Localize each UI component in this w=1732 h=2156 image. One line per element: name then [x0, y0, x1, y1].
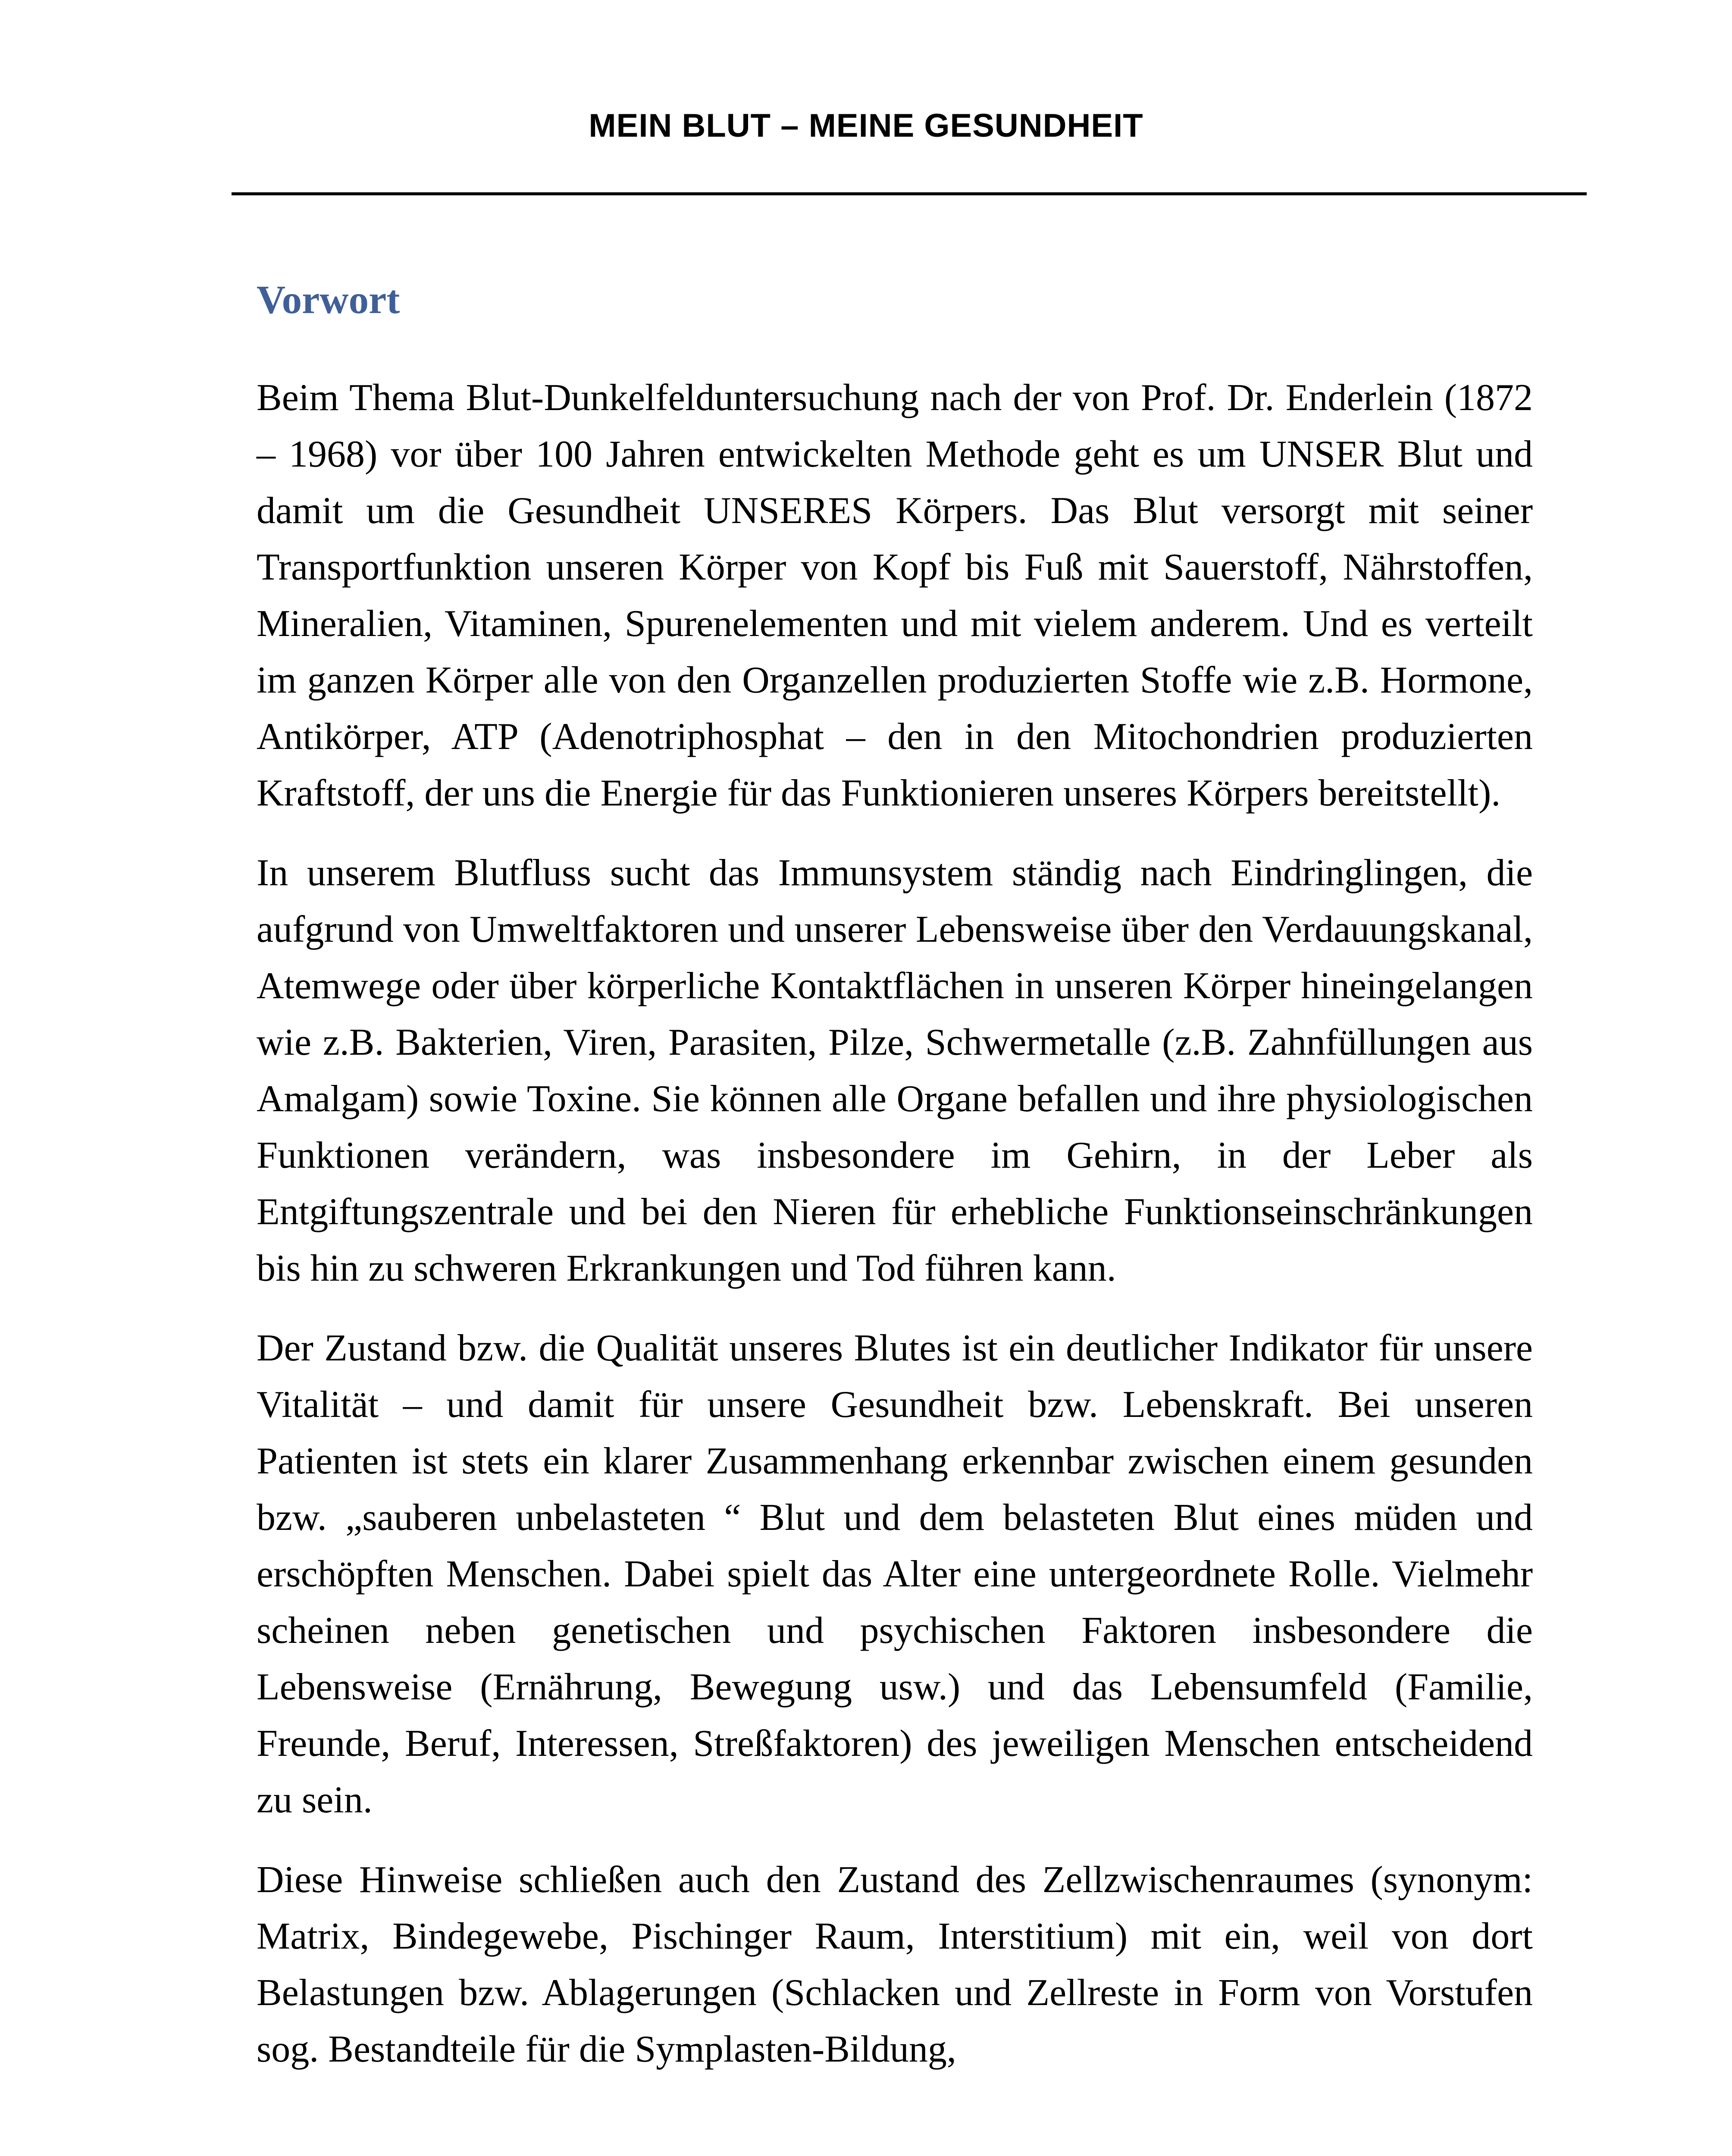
paragraph-2: In unserem Blutfluss sucht das Immunsystem ständig nach Eindringlingen, die aufgrund von Umweltfaktoren und unserer Lebensweise über den Verdauungskanal, Atemwege oder über körperliche Kontaktflächen in unseren Körper hineingelangen wie z.B. Bakterien, Viren, Parasiten, Pilze, Schwermetalle (z.B. Zahnfüllungen aus Amalgam) sowie Toxine. Sie können alle Organe befallen und ihre physiologischen Funktionen verändern, was insbesondere im Gehirn, in der Leber als Entgiftungszentrale und bei den Nieren für erhebliche Funktionseinschränkungen bis hin zu schweren Erkrankungen und Tod führen kann.: [257, 852, 1533, 1289]
running-header: MEIN BLUT – MEINE GESUNDHEIT: [589, 107, 1143, 144]
paragraph-3: Der Zustand bzw. die Qualität unseres Blutes ist ein deutlicher Indikator für unsere Vitalität – und damit für unsere Gesundheit bzw. Lebenskraft. Bei unseren Patienten ist stets ein klarer Zusammenhang erkennbar zwischen einem gesunden bzw. „sauberen unbelasteten “ Blut und dem belasteten Blut eines müden und erschöpften Menschen. Dabei spielt das Alter eine untergeordnete Rolle. Vielmehr scheinen neben genetischen und psychischen Faktoren insbesondere die Lebensweise (Ernährung, Bewegung usw.) und das Lebensumfeld (Familie, Freunde, Beruf, Interessen, Streßfaktoren) des jeweiligen Menschen entscheidend zu sein.: [257, 1327, 1533, 1821]
page-content: [257, 276, 1533, 2101]
header-rule: [232, 192, 1587, 195]
section-heading: Vorwort: [257, 278, 400, 322]
paragraph-4: Diese Hinweise schließen auch den Zustand des Zellzwischenraumes (synonym: Matrix, Bindegewebe, Pischinger Raum, Interstitium) mit ein, weil von dort Belastungen bzw. Ablagerungen (Schlacken und Zellreste in Form von Vorstufen sog. Bestandteile für die Symplasten-Bildung,: [257, 1858, 1533, 2070]
paragraph-1: Beim Thema Blut-Dunkelfelduntersuchung nach der von Prof. Dr. Enderlein (1872 – 1968) vor über 100 Jahren entwickelten Methode geht es um UNSER Blut und damit um die Gesundheit UNSERES Körpers. Das Blut versorgt mit seiner Transportfunktion unseren Körper von Kopf bis Fuß mit Sauerstoff, Nährstoffen, Mineralien, Vitaminen, Spurenelementen und mit vielem anderem. Und es verteilt im ganzen Körper alle von den Organzellen produzierten Stoffe wie z.B. Hormone, Antikörper, ATP (Adenotriphosphat – den in den Mitochondrien produzierten Kraftstoff, der uns die Energie für das Funktionieren unseres Körpers bereitstellt).: [257, 376, 1533, 814]
